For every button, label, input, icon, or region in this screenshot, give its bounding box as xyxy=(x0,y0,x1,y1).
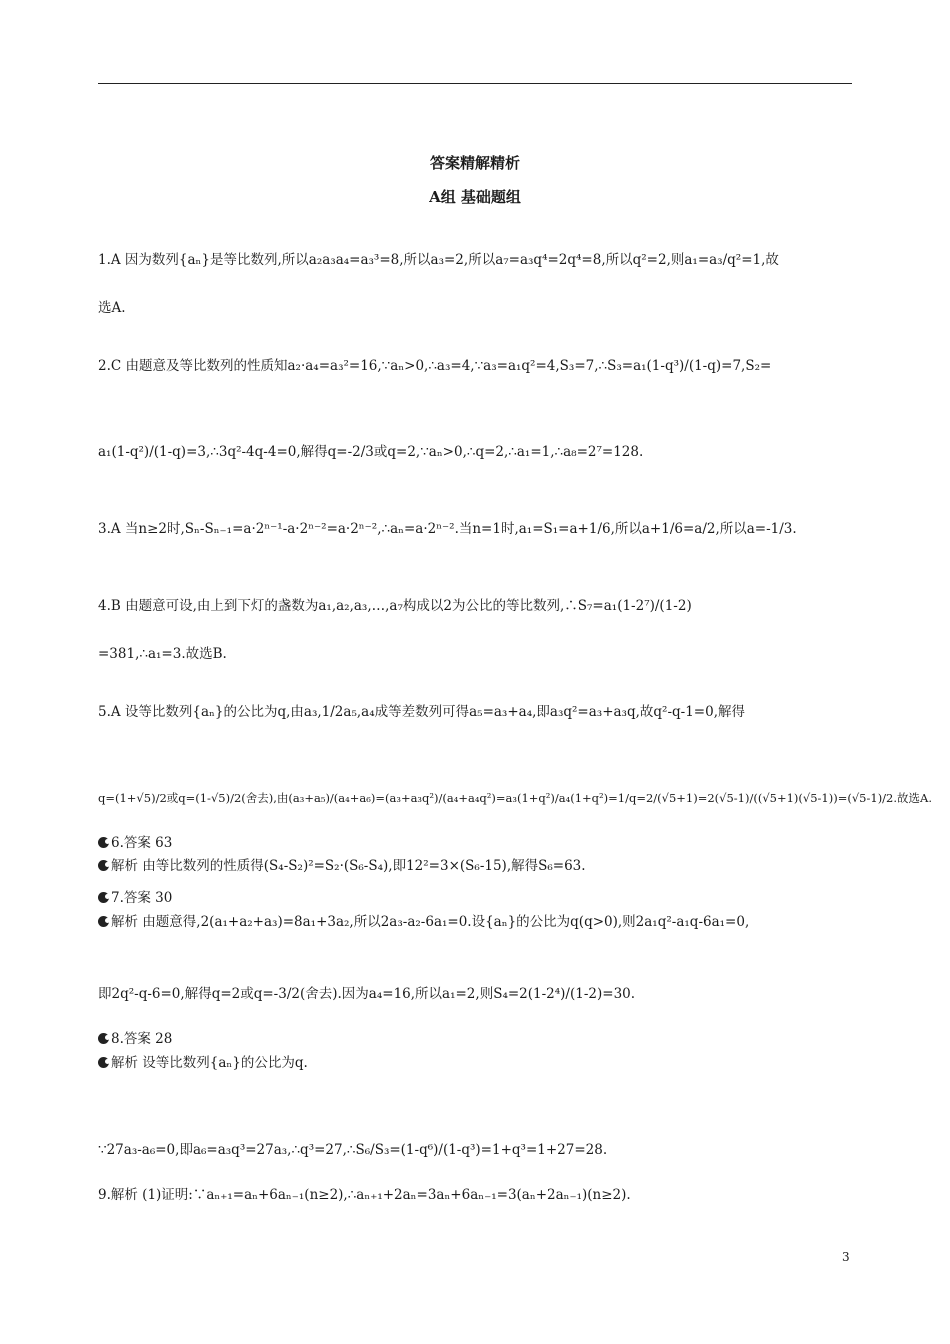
answer-8-solution-2: ∵27a₃-a₆=0,即a₆=a₃q³=27a₃,∴q³=27,∴S₆/S₃=(1-q⁶)/(1-q³)=1+q³=1+27=28. xyxy=(98,1142,608,1158)
answer-7-label xyxy=(98,889,858,907)
answer-6-text: 6.答案 63 xyxy=(111,835,173,851)
answer-6-label xyxy=(98,834,858,852)
answer-7-solution-text: 解析 由题意得,2(a₁+a₂+a₃)=8a₁+3a₂,所以2a₃-a₂-6a₁=0.设{aₙ}的公比为q(q>0),则2a₁q²-a₁q-6a₁=0, xyxy=(111,914,750,930)
answer-7-solution-1 xyxy=(98,913,858,931)
answer-5-line-1: 5.A 设等比数列{aₙ}的公比为q,由a₃,1/2a₅,a₄成等差数列可得a₅=a₃+a₄,即a₃q²=a₃+a₃q,故q²-q-1=0,解得 xyxy=(98,704,745,720)
answer-8-solution-text: 解析 设等比数列{aₙ}的公比为q. xyxy=(111,1055,308,1071)
answer-7-solution-2: 即2q²-q-6=0,解得q=2或q=-3/2(舍去).因为a₄=16,所以a₁=2,则S₄=2(1-2⁴)/(1-2)=30. xyxy=(98,986,636,1002)
group-title: A组 基础题组 xyxy=(429,188,521,206)
answer-2-line-1: 2.C 由题意及等比数列的性质知a₂·a₄=a₃²=16,∵aₙ>0,∴a₃=4,∵a₃=a₁q²=4,S₃=7,∴S₃=a₁(1-q³)/(1-q)=7,S₂= xyxy=(98,358,772,374)
answer-badge-icon xyxy=(98,1033,109,1044)
solution-badge-icon xyxy=(98,1057,109,1068)
answer-6-solution xyxy=(98,857,858,875)
answer-8-label xyxy=(98,1030,858,1048)
answer-2-line-2: a₁(1-q²)/(1-q)=3,∴3q²-4q-4=0,解得q=-2/3或q=2,∵aₙ>0,∴q=2,∴a₁=1,∴a₈=2⁷=128. xyxy=(98,444,644,460)
solution-badge-icon xyxy=(98,860,109,871)
header-rule xyxy=(98,83,852,84)
answer-8-text: 8.答案 28 xyxy=(111,1031,173,1047)
answer-4-line-2: =381,∴a₁=3.故选B. xyxy=(98,646,227,662)
answer-3-line-1: 3.A 当n≥2时,Sₙ-Sₙ₋₁=a·2ⁿ⁻¹-a·2ⁿ⁻²=a·2ⁿ⁻²,∴aₙ=a·2ⁿ⁻².当n=1时,a₁=S₁=a+1/6,所以a+1/6=a/2,所以a=-1/3. xyxy=(98,521,797,537)
answer-8-solution-1 xyxy=(98,1054,858,1072)
answer-4-line-1: 4.B 由题意可设,由上到下灯的盏数为a₁,a₂,a₃,…,a₇构成以2为公比的等比数列,∴S₇=a₁(1-2⁷)/(1-2) xyxy=(98,598,692,614)
answer-badge-icon xyxy=(98,892,109,903)
solution-badge-icon xyxy=(98,916,109,927)
answer-7-text: 7.答案 30 xyxy=(111,890,173,906)
answer-9-text: 9.解析 (1)证明:∵aₙ₊₁=aₙ+6aₙ₋₁(n≥2),∴aₙ₊₁+2aₙ=3aₙ+6aₙ₋₁=3(aₙ+2aₙ₋₁)(n≥2). xyxy=(98,1187,631,1203)
page-number: 3 xyxy=(842,1250,850,1264)
answer-5-line-2: q=(1+√5)/2或q=(1-√5)/2(舍去),由(a₃+a₅)/(a₄+a₆)=(a₃+a₃q²)/(a₄+a₄q²)=a₃(1+q²)/a₄(1+q²)=1/q=2/(√5+1)=2(√5-1)/((√5+1)(√5-1))=(√5-1)/2.故选A. xyxy=(98,791,932,805)
answer-9-solution xyxy=(98,1186,858,1204)
answer-6-solution-text: 解析 由等比数列的性质得(S₄-S₂)²=S₂·(S₆-S₄),即12²=3×(S₆-15),解得S₆=63. xyxy=(111,858,586,874)
answer-badge-icon xyxy=(98,837,109,848)
answer-1-line-2: 选A. xyxy=(98,300,126,316)
page-title: 答案精解精析 xyxy=(429,154,520,172)
answer-1-line-1: 1.A 因为数列{aₙ}是等比数列,所以a₂a₃a₄=a₃³=8,所以a₃=2,所以a₇=a₃q⁴=2q⁴=8,所以q²=2,则a₁=a₃/q²=1,故 xyxy=(98,252,779,268)
